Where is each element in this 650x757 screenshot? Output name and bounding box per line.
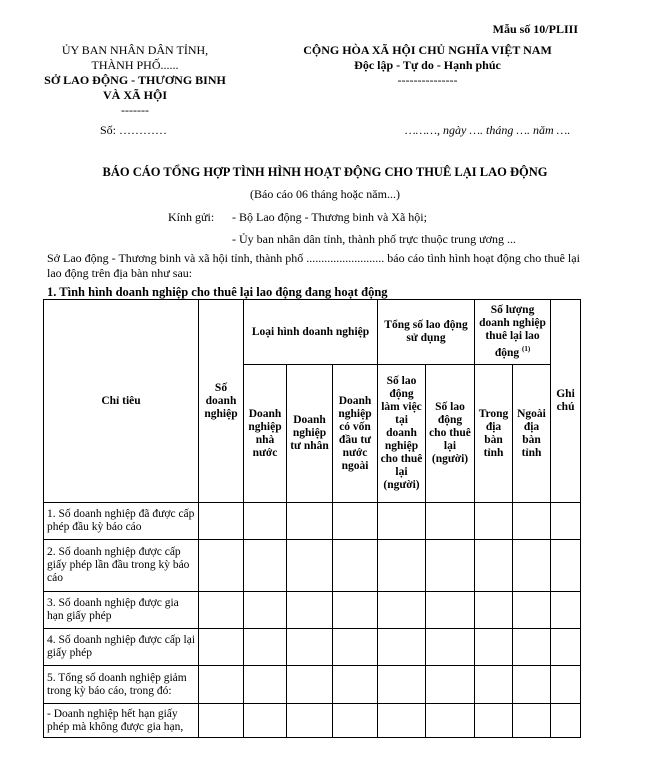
row-label: 1. Số doanh nghiệp đã được cấp phép đầu kỳ báo cáo	[44, 503, 199, 540]
header-leasing-enterprise-count-label: Số lượng doanh nghiệp thuê lại lao động	[479, 304, 546, 359]
intro-paragraph: Sở Lao động - Thương binh và xã hội tỉnh, thành phố .......................... báo cáo tình hình hoạt động cho thuê lại lao động trên địa bàn như sau:	[47, 251, 580, 280]
report-title: BÁO CÁO TỔNG HỢP TÌNH HÌNH HOẠT ĐỘNG CHO THUÊ LẠI LAO ĐỘNG	[102, 165, 548, 179]
authority-line-3: SỞ LAO ĐỘNG - THƯƠNG BINH	[44, 73, 226, 87]
row-label: - Doanh nghiệp hết hạn giấy phép mà không được gia hạn,	[44, 704, 199, 738]
authority-line-4: VÀ XÃ HỘI	[102, 88, 167, 102]
document-number: Số: …………	[100, 123, 168, 137]
report-table	[43, 299, 581, 738]
form-number: Mẫu số 10/PLIII	[492, 22, 578, 36]
header-workers-at-enterprise: Số lao động làm việc tại doanh nghiệp cho thuê lại (người)	[378, 365, 426, 503]
row-label: 4. Số doanh nghiệp được cấp lại giấy phép	[44, 629, 199, 666]
national-motto: Độc lập - Tự do - Hạnh phúc	[354, 58, 501, 72]
header-private-enterprise: Doanh nghiệp tư nhân	[287, 365, 333, 503]
header-leasing-enterprise-count	[475, 300, 551, 365]
national-separator: ---------------	[397, 73, 458, 87]
table-row	[44, 503, 581, 540]
header-foreign-enterprise: Doanh nghiệp có vốn đầu tư nước ngoài	[333, 365, 378, 503]
row-label: 3. Số doanh nghiệp được gia hạn giấy phép	[44, 592, 199, 629]
authority-separator: -------	[121, 103, 149, 117]
table-row	[44, 629, 581, 666]
header-notes: Ghi chú	[551, 300, 581, 503]
national-motto-block	[260, 43, 595, 88]
header-num-enterprises: Số doanh nghiệp	[199, 300, 244, 503]
header-in-province: Trong địa bàn tỉnh	[475, 365, 513, 503]
row-label: 5. Tổng số doanh nghiệp giảm trong kỳ báo cáo, trong đó:	[44, 666, 199, 704]
header-total-workers: Tổng số lao động sử dụng	[378, 300, 475, 365]
recipient-1: - Bộ Lao động - Thương binh và Xã hội;	[232, 210, 427, 224]
recipient-2: - Ủy ban nhân dân tỉnh, thành phố trực thuộc trung ương ...	[232, 232, 516, 246]
header-out-province: Ngoài địa bàn tỉnh	[513, 365, 551, 503]
header-state-enterprise: Doanh nghiệp nhà nước	[244, 365, 287, 503]
row-label: 2. Số doanh nghiệp được cấp giấy phép lần đầu trong kỳ báo cáo	[44, 540, 199, 592]
header-enterprise-type: Loại hình doanh nghiệp	[244, 300, 378, 365]
issuing-authority-block	[20, 43, 250, 118]
national-title: CỘNG HÒA XÃ HỘI CHỦ NGHĨA VIỆT NAM	[303, 43, 552, 57]
document-date: ………, ngày …. tháng …. năm ….	[405, 123, 571, 137]
table-row	[44, 592, 581, 629]
footnote-marker: (1)	[522, 345, 531, 354]
header-indicator: Chỉ tiêu	[44, 300, 199, 503]
table-row	[44, 666, 581, 704]
recipients-label: Kính gửi:	[168, 210, 215, 224]
header-workers-leased: Số lao động cho thuê lại (người)	[426, 365, 475, 503]
report-subtitle: (Báo cáo 06 tháng hoặc năm...)	[250, 187, 400, 201]
table-row	[44, 704, 581, 738]
table-row	[44, 540, 581, 592]
section-1-heading: 1. Tình hình doanh nghiệp cho thuê lại lao động đang hoạt động	[47, 285, 388, 299]
authority-line-2: THÀNH PHỐ......	[91, 58, 179, 72]
authority-line-1: ỦY BAN NHÂN DÂN TỈNH,	[61, 43, 209, 57]
